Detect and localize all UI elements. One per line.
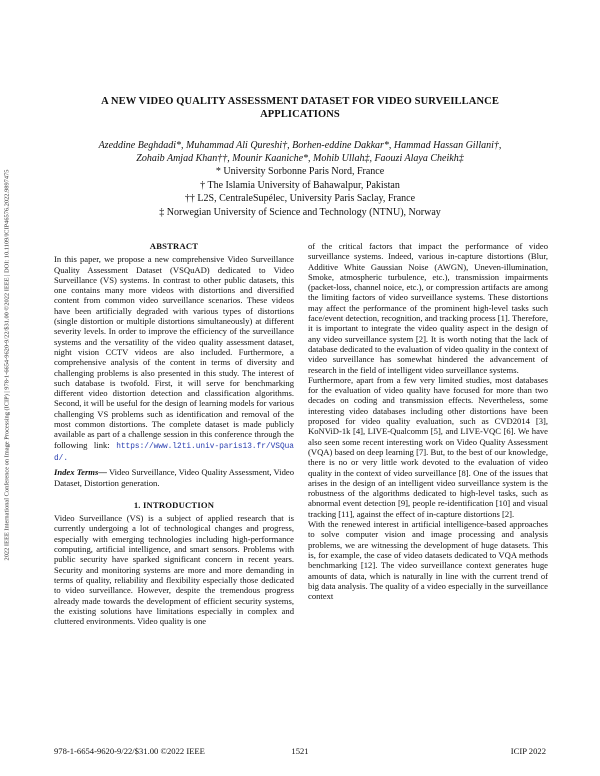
affiliations [40,165,560,219]
conference-name: ICIP 2022 [510,746,546,756]
abstract-text: In this paper, we propose a new comprehensive Video Surveillance Quality Assessment Dataset (VSQuAD) dedicated to Video Surveillance (VS) systems. In contrast to other public datasets, this one contains many more videos with distortions and diversified content from common video surveillance scenarios. These videos have been artificially degraded with various types of distortions (single distortion or multiple distortions simultaneously) at different severity levels. In order to improve the efficiency of the surveillance systems and the versatility of the video quality assessment dataset, night vision CCTV videos are also included. Furthermore, a comprehensive analysis of the content in terms of diversity and challenging problems is also presented in this study. The interest of such database is twofold. First, it will serve for benchmarking different video distortion detection and classification algorithms. Second, it will be useful for the design of learning models for various challenging VS problems such as identification and removal of the most common distortions. The complete dataset is made publicly available as part of a challenge session in this conference through the following link: [54,254,294,450]
ieee-sidebar-citation [0,130,14,600]
dataset-link[interactable]: https://www.l2ti.univ-paris13.fr/VSQuad/. [54,442,294,463]
title-line-2: APPLICATIONS [260,109,340,120]
introduction-heading: 1. INTRODUCTION [133,499,215,510]
title-line-1: A NEW VIDEO QUALITY ASSESSMENT DATASET FOR VIDEO SURVEILLANCE [101,96,499,107]
right-column [308,241,548,601]
affiliation-2: † The Islamia University of Bahawalpur, Pakistan [200,179,400,191]
abstract-body [54,254,294,464]
index-terms-text: Video Surveillance, Video Quality Assessment, Video Dataset, Distortion generation. [54,467,295,488]
affiliation-4: ‡ Norwegian University of Science and Technology (NTNU), Norway [159,206,441,218]
author-list [40,139,560,165]
right-paragraph-2: Furthermore, apart from a few very limited studies, most databases for the evaluation of video quality have focused for more than two decades on coding and transmission effects. Nevertheless, some interesting video databases including other distortions have been proposed for video quality evaluation, such as CVD2014 [3], KoNViD-1k [4], LIVE-Qualcomm [5], and LIVE-VQC [6]. We have also seen some recent interesting work on Video Quality Assessment (VQA) based on deep learning [7]. But, to the best of our knowledge, there is no or very little work devoted to the evaluation of video quality in the context of video surveillance [8]. One of the issues that arises in the design of an intelligent video surveillance system is the robustness of the algorithms dedicated to high-level tasks, such as abnormal event detection [9], people re-identification [10] and visual tracking [11], against the effect of in-capture distortions [2]. [308,374,548,519]
left-column [54,241,294,626]
affiliation-1: * University Sorbonne Paris Nord, France [215,166,385,177]
introduction-paragraph: Video Surveillance (VS) is a subject of applied research that is currently undergoing a lot of technological changes and progress, especially with emerging technologies including high-performance computing, artificial intelligence, and smart sensors. Problems with public security have sparked significant concern in recent years. Security and monitoring systems are more and more demanding in terms of quality, reliability and flexibility especially those dedicated to video surveillance. However, despite the tremendous progress already made towards the development of efficient security systems, the existing solutions have limitations especially in complex and cluttered environments. Video quality is one [54,513,294,627]
index-terms-label: Index Terms— [54,467,107,478]
index-terms [54,467,294,488]
page-number: 1521 [291,746,309,756]
sidebar-text: 2022 IEEE International Conference on Image Processing (ICIP) | 978-1-6654-9620-9/22/$31.00 ©2022 IEEE | DOI: 10.1109/ICIP46576.2022.9897475 [3,169,11,561]
authors-line-1: Azeddine Beghdadi*, Muhammad Ali Qureshi†, Borhen-eddine Dakkar*, Hammad Hassan Gillani†, [98,140,502,151]
footer-copyright: 978-1-6654-9620-9/22/$31.00 ©2022 IEEE [54,746,205,756]
right-paragraph-1: of the critical factors that impact the performance of video surveillance systems. Indeed, various in-capture distortions (Blur, Additive White Gaussian Noise (AWGN), Uneven-illumination, Smoke, atmospheric turbulence, etc.), transmission impairments (packet-loss, channel noice, etc.), or compression artifacts are among the limiting factors of video surveillance systems. These distortions may affect the performance of the prominent high-level tasks such face/event detection, recognition, and tracking process [1]. Therefore, it is important to integrate the video quality aspect in the design of any video surveillance system [2]. It is worth noting that the lack of database dedicated to the evaluation of video quality in the context of video surveillance has somewhat hindered the advancement of research in the field of intelligent video surveillance systems. [308,241,548,375]
authors-line-2: Zohaib Amjad Khan††, Mounir Kaaniche*, Mohib Ullah‡, Faouzi Alaya Cheikh‡ [136,153,464,164]
paper-title [60,95,540,121]
affiliation-3: †† L2S, CentraleSupélec, University Paris Saclay, France [184,193,416,204]
abstract-heading: ABSTRACT [149,241,199,251]
right-paragraph-3: With the renewed interest in artificial intelligence-based approaches to solve computer vision and image processing and analysis problems, we are witnessing the development of huge datasets. This is, for example, the case of video datasets dedicated to VQA methods benchmarking [12]. The video surveillance context generates huge amounts of data, which is naturally in line with the current trend of big data analysis. The quality of a video especially in the surveillance context [308,519,548,602]
